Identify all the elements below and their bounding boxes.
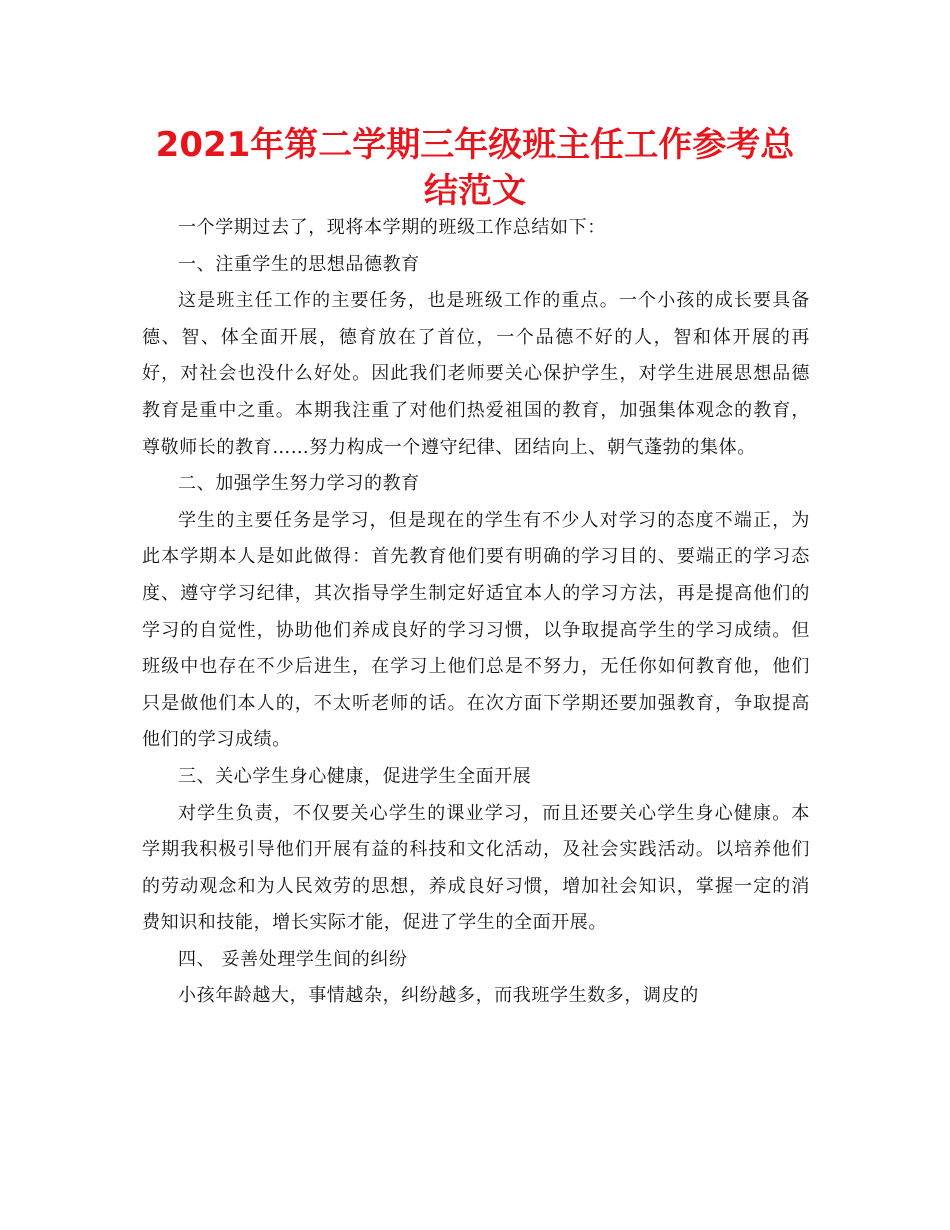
section-heading-4: 四、 妥善处理学生间的纠纷 [178, 948, 408, 970]
section-heading-2: 二、加强学生努力学习的教育 [178, 473, 420, 495]
section-paragraph-2: 学生的主要任务是学习，但是现在的学生有不少人对学习的态度不端正，为此本学期本人是如此做得：首先教育他们要有明确的学习目的、要端正的学习态度、遵守学习纪律，其次指导学生制定好适宜本人的学习方法，再是提高他们的学习的自觉性，协助他们养成良好的学习习惯，以争取提高学生的学习成绩。但班级中也存在不少后进生，在学习上他们总是不努力，无任你如何教育他，他们只是做他们本人的，不太听老师的话。在次方面下学期还要加强教育，争取提高他们的学习成绩。 [142, 509, 810, 751]
section-heading-3: 三、关心学生身心健康，促进学生全面开展 [178, 765, 532, 787]
section-paragraph-1: 这是班主任工作的主要任务，也是班级工作的重点。一个小孩的成长要具备德、智、体全面开展，德育放在了首位，一个品德不好的人，智和体开展的再好，对社会也没什么好处。因此我们老师要关心保护学生，对学生进展思想品德教育是重中之重。本期我注重了对他们热爱祖国的教育，加强集体观念的教育，尊敬师长的教育……努力构成一个遵守纪律、团结向上、朝气蓬勃的集体。 [142, 290, 810, 458]
document-body [142, 210, 810, 1015]
section-paragraph-4: 小孩年龄越大，事情越杂，纠纷越多，而我班学生数多，调皮的 [178, 985, 699, 1007]
section-paragraph-3: 对学生负责，不仅要关心学生的课业学习，而且还要关心学生身心健康。本学期我积极引导他们开展有益的科技和文化活动，及社会实践活动。以培养他们的劳动观念和为人民效劳的思想，养成良好习惯，增加社会知识，掌握一定的消费知识和技能，增长实际才能，促进了学生的全面开展。 [142, 802, 810, 934]
intro-paragraph: 一个学期过去了，现将本学期的班级工作总结如下： [178, 217, 606, 238]
section-heading-1: 一、注重学生的思想品德教育 [178, 253, 420, 275]
document-title: 2021年第二学期三年级班主任工作参考总结范文 [155, 125, 795, 211]
